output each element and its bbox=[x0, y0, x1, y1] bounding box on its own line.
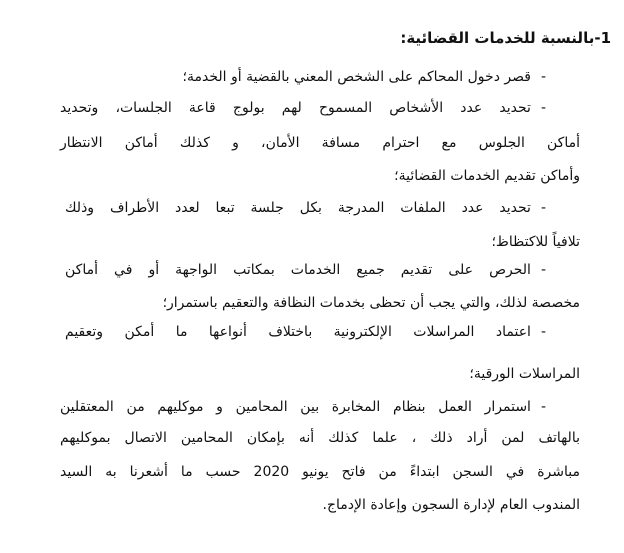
bullet-line: - اعتماد المراسلات الإلكترونية باختلاف أنواعها ما أمكن وتعقيم bbox=[65, 322, 546, 342]
bullet-line: - قصر دخول المحاكم على الشخص المعني بالقضية أو الخدمة؛ bbox=[183, 67, 546, 87]
continuation-line: تلافياً للاكتظاظ؛ bbox=[491, 234, 580, 250]
continuation-line: وأماكن تقديم الخدمات القضائية؛ bbox=[394, 168, 580, 184]
bullet-line: - تحديد عدد الأشخاص المسموح لهم بولوج قاعة الجلسات، وتحديد bbox=[60, 98, 546, 118]
bullet-line: - تحديد عدد الملفات المدرجة بكل جلسة تبعا لعدد الأطراف وذلك bbox=[65, 198, 546, 218]
continuation-line: أماكن الجلوس مع احترام مسافة الأمان، و كذلك أماكن الانتظار bbox=[60, 135, 580, 151]
continuation-line: مخصصة لذلك، والتي يجب أن تحظى بخدمات النظافة والتعقيم باستمرار؛ bbox=[162, 295, 580, 311]
bullet-line: - الحرص على تقديم جميع الخدمات بمكاتب الواجهة أو في أماكن bbox=[65, 260, 546, 280]
continuation-line: المراسلات الورقية؛ bbox=[469, 366, 580, 382]
continuation-line: مباشرة في السجن ابتداءً من فاتح يونيو 2020 حسب ما أشعرنا به السيد bbox=[60, 464, 580, 480]
section-heading: 1-بالنسبة للخدمات القضائية: bbox=[400, 29, 611, 47]
continuation-line: بالهاتف لمن أراد ذلك ، علما كذلك أنه بإمكان المحامين الاتصال بموكليهم bbox=[60, 430, 580, 446]
continuation-line: المندوب العام لإدارة السجون وإعادة الإدماج. bbox=[322, 497, 580, 513]
bullet-line: - استمرار العمل بنظام المخابرة بين المحامين و موكليهم من المعتقلين bbox=[60, 397, 546, 417]
